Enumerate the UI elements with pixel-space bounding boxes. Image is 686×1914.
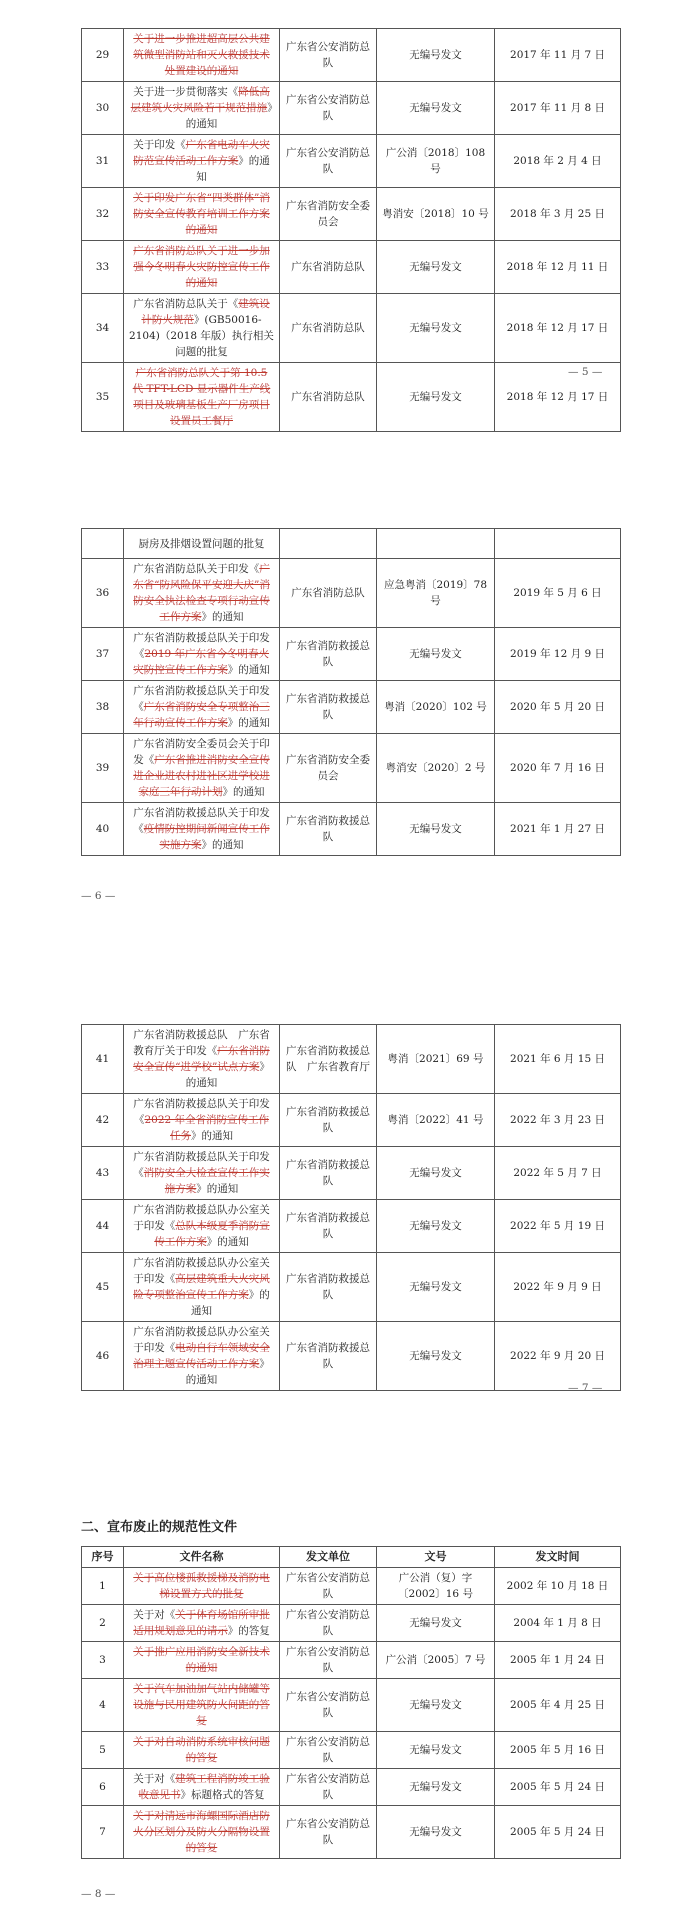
- row-number: 37: [82, 628, 124, 681]
- issue-date: 2005 年 1 月 24 日: [495, 1642, 621, 1679]
- issuing-unit: 广东省公安消防总队: [280, 29, 377, 82]
- issuing-unit: 广东省公安消防总队: [280, 1679, 377, 1732]
- document-title: [124, 1253, 280, 1322]
- section-heading: 二、宣布废止的规范性文件: [81, 1520, 238, 1535]
- table-row: [82, 1094, 621, 1147]
- issuing-unit: 广东省公安消防总队: [280, 1605, 377, 1642]
- struck-title: 关于高位楼孤救援梯及消防电梯设置方式的批复: [133, 1572, 270, 1600]
- document-ref: 粤消安〔2018〕10 号: [377, 188, 495, 241]
- issuing-unit: 广东省消防安全委员会: [280, 734, 377, 803]
- row-number: 42: [82, 1094, 124, 1147]
- issuing-unit: 广东省公安消防总队: [280, 1568, 377, 1605]
- document-ref: 无编号发文: [377, 241, 495, 294]
- table-row: [82, 734, 621, 803]
- title-part: 》的通知: [206, 1236, 249, 1248]
- table-row: [82, 29, 621, 82]
- table-row: [82, 803, 621, 856]
- struck-title: 关于对清远市海螺国际酒店防火分区划分及防火分隔物设置的答复: [133, 1810, 270, 1854]
- document-ref: 广公消〔2018〕108 号: [377, 135, 495, 188]
- table-row: [82, 1642, 621, 1679]
- issuing-unit: 广东省消防总队: [280, 294, 377, 363]
- issuing-unit: 广东省消防救援总队: [280, 681, 377, 734]
- struck-title: 高层建筑重大火灾风险专项整治宣传工作方案: [133, 1273, 270, 1301]
- title-part: 关于进一步贯彻落实《: [133, 86, 239, 98]
- document-ref: 无编号发文: [377, 1322, 495, 1391]
- struck-title: 关于推广应用消防安全新技术的通知: [133, 1646, 270, 1674]
- title-part: 》的答复: [227, 1625, 270, 1637]
- issue-date: 2004 年 1 月 8 日: [495, 1605, 621, 1642]
- document-ref: 无编号发文: [377, 1769, 495, 1806]
- issuing-unit: 广东省消防救援总队: [280, 1094, 377, 1147]
- issue-date: 2018 年 3 月 25 日: [495, 188, 621, 241]
- title-part: 》的通知: [185, 1358, 270, 1386]
- issue-date: 2005 年 4 月 25 日: [495, 1679, 621, 1732]
- document-ref: 无编号发文: [377, 363, 495, 432]
- issuing-unit: 广东省消防救援总队: [280, 1322, 377, 1391]
- struck-title: 关于体育场馆所审批适用规划意见的请示: [133, 1609, 270, 1637]
- title-part: 》的通知: [185, 102, 273, 130]
- title-part: 》的通知: [201, 839, 244, 851]
- regulation-table: [81, 1024, 621, 1391]
- table-row: [82, 1769, 621, 1806]
- title-part: 关于对《: [133, 1609, 176, 1621]
- struck-title: 关于对自动消防系统审核问题的答复: [133, 1736, 270, 1764]
- title-part: 》的通知: [191, 1289, 270, 1317]
- title-part: 广东省消防救援总队关于印发《: [133, 632, 270, 660]
- document-title: [124, 1147, 280, 1200]
- table-row: [82, 241, 621, 294]
- document-ref: 粤消〔2022〕41 号: [377, 1094, 495, 1147]
- issuing-unit: 广东省消防总队: [280, 559, 377, 628]
- row-number: 5: [82, 1732, 124, 1769]
- page-5: [0, 0, 686, 427]
- document-ref: 广公消（复）字〔2002〕16 号: [377, 1568, 495, 1605]
- header-unit: 发文单位: [280, 1547, 377, 1568]
- row-number: 46: [82, 1322, 124, 1391]
- continued-text: 厨房及排烟设置问题的批复: [124, 529, 280, 559]
- title-part: 广东省消防救援总队办公室关于印发《: [133, 1204, 270, 1232]
- struck-title: 降低高层建筑火灾风险若干规范措施: [130, 86, 270, 114]
- table-row: [82, 1025, 621, 1094]
- title-part: 广东省消防安全委员会关于印发《: [133, 738, 270, 766]
- struck-title: 广东省电动车火灾防范宣传活动工作方案: [133, 139, 270, 167]
- table-header-row: [82, 1547, 621, 1568]
- table-row: [82, 1147, 621, 1200]
- document-title: [124, 1322, 280, 1391]
- struck-title: 关于汽车加油加气站内储罐等设施与民用建筑防火间距的答复: [133, 1683, 270, 1727]
- issue-date: 2021 年 6 月 15 日: [495, 1025, 621, 1094]
- document-ref: 无编号发文: [377, 82, 495, 135]
- regulation-table: [81, 28, 621, 432]
- document-title: [124, 1732, 280, 1769]
- issue-date: 2005 年 5 月 16 日: [495, 1732, 621, 1769]
- issuing-unit: 广东省消防救援总队 广东省教育厅: [280, 1025, 377, 1094]
- document-title: [124, 1806, 280, 1859]
- row-number: 2: [82, 1605, 124, 1642]
- title-part: 广东省消防救援总队办公室关于印发《: [133, 1326, 270, 1354]
- struck-title: 广东省消防总队关于进一步加强今冬明春火灾防控宣传工作的通知: [133, 245, 270, 289]
- document-title: [124, 135, 280, 188]
- struck-title: 广东省消防安全宣传“进学校”试点方案: [133, 1045, 270, 1073]
- page-8: [0, 1430, 686, 1914]
- struck-title: 2022 年全省消防宣传工作任务: [144, 1114, 270, 1142]
- document-title: [124, 1679, 280, 1732]
- issue-date: 2021 年 1 月 27 日: [495, 803, 621, 856]
- title-part: 》的通知: [227, 717, 270, 729]
- issuing-unit: 广东省公安消防总队: [280, 1806, 377, 1859]
- title-part: 》(GB50016-2104)（2018 年版）执行相关问题的批复: [129, 314, 274, 358]
- document-ref: 无编号发文: [377, 1732, 495, 1769]
- header-ref: 文号: [377, 1547, 495, 1568]
- struck-title: 总队本级夏季消防宣传工作方案: [154, 1220, 270, 1248]
- document-ref: 无编号发文: [377, 1253, 495, 1322]
- document-ref: 无编号发文: [377, 803, 495, 856]
- title-part: 广东省消防救援总队 广东省教育厅关于印发《: [133, 1029, 270, 1057]
- table-row: [82, 1322, 621, 1391]
- document-title: [124, 294, 280, 363]
- row-number: 41: [82, 1025, 124, 1094]
- row-number: 43: [82, 1147, 124, 1200]
- issuing-unit: 广东省公安消防总队: [280, 82, 377, 135]
- table-row: [82, 1568, 621, 1605]
- issuing-unit: 广东省公安消防总队: [280, 135, 377, 188]
- document-title: [124, 734, 280, 803]
- struck-title: 电动自行车领域安全治理主题宣传活动工作方案: [133, 1342, 270, 1370]
- table-row-continuation: [82, 529, 621, 559]
- document-title: [124, 1568, 280, 1605]
- title-part: 广东省消防救援总队关于印发《: [133, 807, 270, 835]
- title-part: 》的通知: [201, 611, 244, 623]
- header-name: 文件名称: [124, 1547, 280, 1568]
- issue-date: 2005 年 5 月 24 日: [495, 1769, 621, 1806]
- document-ref: 无编号发文: [377, 1679, 495, 1732]
- issuing-unit: 广东省消防安全委员会: [280, 188, 377, 241]
- table-row: [82, 681, 621, 734]
- issue-date: 2018 年 12 月 17 日: [495, 294, 621, 363]
- page-6: [0, 420, 686, 920]
- struck-title: 建筑工程消防竣工验收意见书: [138, 1773, 270, 1801]
- document-ref: 粤消安〔2020〕2 号: [377, 734, 495, 803]
- struck-title: 消防安全大检查宣传工作实施方案: [143, 1167, 270, 1195]
- row-number: 32: [82, 188, 124, 241]
- title-part: 》标题格式的答复: [180, 1789, 265, 1801]
- document-title: [124, 1200, 280, 1253]
- document-title: [124, 681, 280, 734]
- document-ref: 无编号发文: [377, 294, 495, 363]
- row-number: 36: [82, 559, 124, 628]
- issue-date: 2017 年 11 月 8 日: [495, 82, 621, 135]
- issue-date: 2017 年 11 月 7 日: [495, 29, 621, 82]
- issue-date: 2022 年 3 月 23 日: [495, 1094, 621, 1147]
- document-title: [124, 803, 280, 856]
- issuing-unit: 广东省消防总队: [280, 241, 377, 294]
- document-title: [124, 241, 280, 294]
- issue-date: 2022 年 5 月 7 日: [495, 1147, 621, 1200]
- struck-title: 广东省“防风险保平安迎大庆”消防安全执法检查专项行动宣传工作方案: [133, 563, 270, 623]
- row-number: 35: [82, 363, 124, 432]
- issue-date: 2020 年 7 月 16 日: [495, 734, 621, 803]
- document-title: [124, 29, 280, 82]
- row-number: 29: [82, 29, 124, 82]
- issuing-unit: 广东省消防救援总队: [280, 803, 377, 856]
- title-part: 》的通知: [222, 786, 265, 798]
- struck-title: 广东省消防总队关于第 10.5 代 TFT-LCD 显示器件生产线项目及玻璃基板生产厂房项目设置员工餐厅: [132, 367, 271, 427]
- document-ref: 无编号发文: [377, 1200, 495, 1253]
- issue-date: 2018 年 12 月 17 日: [495, 363, 621, 432]
- repealed-table: [81, 1546, 621, 1859]
- issuing-unit: 广东省公安消防总队: [280, 1769, 377, 1806]
- regulation-table: [81, 528, 621, 856]
- row-number: 6: [82, 1769, 124, 1806]
- issuing-unit: 广东省公安消防总队: [280, 1642, 377, 1679]
- row-number: 31: [82, 135, 124, 188]
- document-ref: 无编号发文: [377, 628, 495, 681]
- document-ref: 无编号发文: [377, 1806, 495, 1859]
- title-part: 》的通知: [191, 1130, 233, 1142]
- page-7: [0, 940, 686, 1410]
- row-number: 45: [82, 1253, 124, 1322]
- table-row: [82, 1200, 621, 1253]
- row-number: 34: [82, 294, 124, 363]
- title-part: 广东省消防总队关于《: [133, 298, 239, 310]
- struck-title: 广东省消防安全专项整治三年行动宣传工作方案: [133, 701, 270, 729]
- table-row: [82, 1679, 621, 1732]
- document-ref: 无编号发文: [377, 29, 495, 82]
- issue-date: 2005 年 5 月 24 日: [495, 1806, 621, 1859]
- issue-date: 2019 年 12 月 9 日: [495, 628, 621, 681]
- issue-date: 2019 年 5 月 6 日: [495, 559, 621, 628]
- document-ref: 无编号发文: [377, 1605, 495, 1642]
- table-row: [82, 1605, 621, 1642]
- row-number: 44: [82, 1200, 124, 1253]
- document-title: [124, 1025, 280, 1094]
- struck-title: 疫情防控期间新闻宣传工作实施方案: [143, 823, 270, 851]
- issuing-unit: 广东省公安消防总队: [280, 1732, 377, 1769]
- struck-title: 关于印发广东省“四类群体”消防安全宣传教育培训工作方案的通知: [133, 192, 270, 236]
- row-number: 1: [82, 1568, 124, 1605]
- issuing-unit: 广东省消防救援总队: [280, 628, 377, 681]
- struck-title: 建筑设计防火规范: [141, 298, 270, 326]
- document-title: [124, 1094, 280, 1147]
- title-part: 关于对《: [133, 1773, 176, 1785]
- title-part: 》的通知: [196, 155, 270, 183]
- document-title: [124, 188, 280, 241]
- title-part: 广东省消防总队关于印发《: [133, 563, 260, 575]
- table-row: [82, 135, 621, 188]
- row-number: 40: [82, 803, 124, 856]
- table-row: [82, 1732, 621, 1769]
- title-part: 广东省消防救援总队关于印发《: [133, 1098, 270, 1126]
- document-title: [124, 559, 280, 628]
- row-number: 3: [82, 1642, 124, 1679]
- document-title: [124, 82, 280, 135]
- document-ref: 广公消〔2005〕7 号: [377, 1642, 495, 1679]
- title-part: 》的通知: [185, 1061, 270, 1089]
- issue-date: 2022 年 9 月 20 日: [495, 1322, 621, 1391]
- row-number: 30: [82, 82, 124, 135]
- table-row: [82, 188, 621, 241]
- issue-date: 2022 年 5 月 19 日: [495, 1200, 621, 1253]
- document-ref: 粤消〔2020〕102 号: [377, 681, 495, 734]
- struck-title: 关于进一步推进超高层公共建筑微型消防站和灭火救援技术处置建设的通知: [133, 33, 270, 77]
- issuing-unit: 广东省消防救援总队: [280, 1200, 377, 1253]
- issue-date: 2018 年 2 月 4 日: [495, 135, 621, 188]
- row-number: 7: [82, 1806, 124, 1859]
- table-row: [82, 294, 621, 363]
- title-part: 广东省消防救援总队关于印发《: [133, 1151, 270, 1179]
- title-part: 》的通知: [196, 1183, 239, 1195]
- document-ref: 粤消〔2021〕69 号: [377, 1025, 495, 1094]
- row-number: 33: [82, 241, 124, 294]
- struck-title: 2019 年广东省今冬明春火灾防控宣传工作方案: [133, 648, 270, 676]
- title-part: 广东省消防救援总队关于印发《: [133, 685, 270, 713]
- page-number: — 7 —: [568, 1382, 603, 1394]
- document-title: [124, 628, 280, 681]
- document-ref: 无编号发文: [377, 1147, 495, 1200]
- title-part: 广东省消防救援总队办公室关于印发《: [133, 1257, 270, 1285]
- issue-date: 2022 年 9 月 9 日: [495, 1253, 621, 1322]
- row-number: 38: [82, 681, 124, 734]
- issuing-unit: 广东省消防总队: [280, 363, 377, 432]
- row-number: 39: [82, 734, 124, 803]
- table-row: [82, 1253, 621, 1322]
- title-part: 关于印发《: [133, 139, 186, 151]
- document-title: [124, 1605, 280, 1642]
- header-date: 发文时间: [495, 1547, 621, 1568]
- page-number: — 6 —: [81, 890, 116, 902]
- issue-date: 2018 年 12 月 11 日: [495, 241, 621, 294]
- row-number: 4: [82, 1679, 124, 1732]
- document-title: [124, 1769, 280, 1806]
- document-ref: 应急粤消〔2019〕78 号: [377, 559, 495, 628]
- table-row: [82, 628, 621, 681]
- table-row: [82, 82, 621, 135]
- issue-date: 2020 年 5 月 20 日: [495, 681, 621, 734]
- page-number: — 8 —: [81, 1888, 116, 1900]
- issuing-unit: 广东省消防救援总队: [280, 1147, 377, 1200]
- document-title: [124, 1642, 280, 1679]
- title-part: 》的通知: [227, 664, 270, 676]
- issue-date: 2002 年 10 月 18 日: [495, 1568, 621, 1605]
- table-row: [82, 559, 621, 628]
- header-no: 序号: [82, 1547, 124, 1568]
- table-row: [82, 1806, 621, 1859]
- issuing-unit: 广东省消防救援总队: [280, 1253, 377, 1322]
- page-number: — 5 —: [568, 366, 603, 378]
- struck-title: 广东省推进消防安全宣传进企业进农村进社区进学校进家庭三年行动计划: [133, 754, 270, 798]
